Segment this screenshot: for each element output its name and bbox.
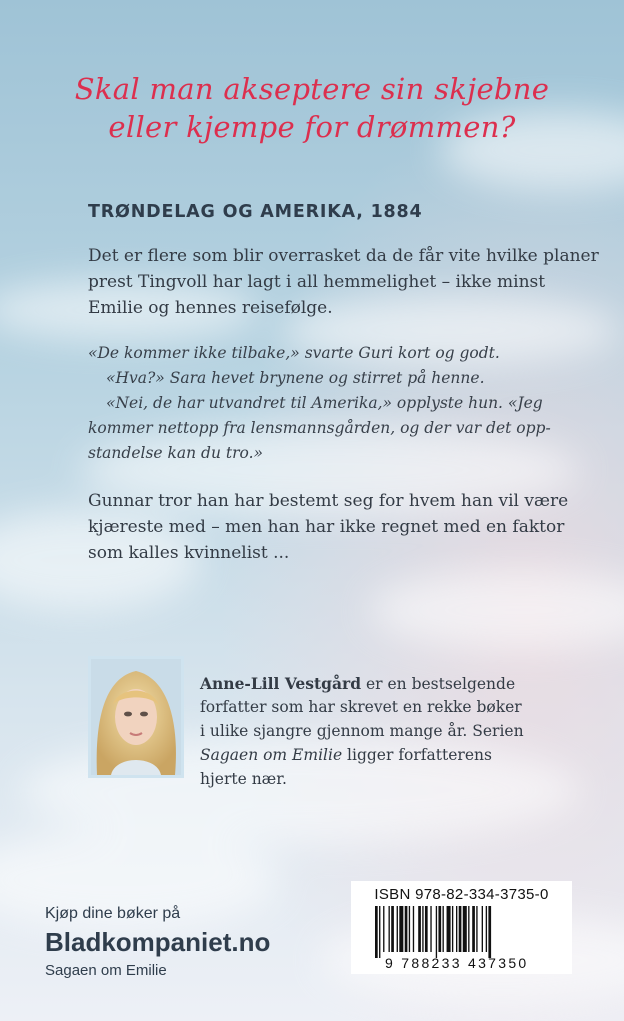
- author-bio-text: ligger forfatterens: [342, 746, 492, 764]
- barcode-bar: [436, 906, 437, 958]
- author-bio-line: [200, 746, 492, 764]
- outro-line: Gunnar tror han har bestemt seg for hvem han vil være: [88, 491, 569, 511]
- author-bio-line: forfatter som har skrevet en rekke bøker: [200, 698, 522, 716]
- barcode-bar: [443, 906, 444, 952]
- author-name: Anne-Lill Vestgård: [200, 674, 362, 693]
- excerpt-line: standelse kan du tro.»: [88, 444, 263, 462]
- excerpt-line: «Hva?» Sara hevet brynene og stirret på henne.: [106, 369, 485, 387]
- barcode-bars: [375, 906, 553, 958]
- barcode-bar: [409, 906, 410, 952]
- barcode-bar: [383, 906, 384, 952]
- barcode-bar: [405, 906, 408, 952]
- barcode-bar: [459, 906, 462, 952]
- barcode-digits: 9 788233 437350: [385, 955, 529, 971]
- isbn-label: ISBN 978-82-334-3735-0: [374, 886, 549, 903]
- barcode-bar: [418, 906, 421, 952]
- barcode-bar: [413, 906, 414, 952]
- barcode-bar: [430, 906, 431, 952]
- excerpt-line: kommer nettopp fra lensmannsgården, og der var det opp-: [88, 419, 551, 437]
- barcode-bar: [438, 906, 441, 952]
- barcode-bar: [391, 906, 394, 952]
- barcode-bar: [389, 906, 390, 952]
- excerpt-line: «Nei, de har utvandret til Amerika,» opplyste hun. «Jeg: [106, 394, 543, 412]
- outro-line: som kalles kvinnelist ...: [88, 543, 290, 563]
- series-name: Sagaen om Emilie: [45, 962, 167, 979]
- barcode-bar: [472, 906, 475, 952]
- barcode-bar: [482, 906, 483, 952]
- barcode-bar: [476, 906, 477, 952]
- author-bio-line: [200, 674, 515, 693]
- barcode-bar: [397, 906, 398, 952]
- publisher-site[interactable]: Bladkompaniet.no: [45, 927, 271, 957]
- barcode-bar: [463, 906, 467, 952]
- barcode-bar: [399, 906, 403, 952]
- author-bio-line: i ulike sjangre gjennom mange år. Serien: [200, 722, 524, 740]
- barcode-bar: [375, 906, 378, 958]
- excerpt-line: «De kommer ikke tilbake,» svarte Guri kort og godt.: [88, 344, 500, 362]
- barcode-bar: [425, 906, 428, 952]
- author-photo: [88, 656, 184, 778]
- tagline-line-2: eller kjempe for drømmen?: [108, 110, 516, 144]
- barcode-bar: [488, 906, 491, 958]
- barcode-bar: [486, 906, 487, 952]
- author-bio-text: er en bestselgende: [361, 675, 516, 693]
- intro-line: Emilie og hennes reisefølge.: [88, 298, 333, 318]
- barcode-bar: [379, 906, 380, 958]
- intro-line: Det er flere som blir overrasket da de får vite hvilke planer: [88, 246, 599, 266]
- barcode-bar: [456, 906, 457, 952]
- barcode-bar: [452, 906, 453, 952]
- section-heading: TRØNDELAG OG AMERIKA, 1884: [88, 202, 423, 222]
- intro-line: prest Tingvoll har lagt i all hemmelighet – ikke minst: [88, 272, 546, 292]
- isbn-barcode: [351, 881, 572, 974]
- barcode-bar: [447, 906, 451, 952]
- outro-line: kjæreste med – men han har ikke regnet med en faktor: [88, 517, 565, 537]
- author-bio-line: hjerte nær.: [200, 770, 287, 788]
- series-title: Sagaen om Emilie: [200, 746, 343, 764]
- barcode-bar: [468, 906, 469, 952]
- tagline-line-1: Skal man akseptere sin skjebne: [74, 72, 550, 106]
- barcode-bar: [422, 906, 423, 952]
- buy-text: Kjøp dine bøker på: [45, 905, 181, 922]
